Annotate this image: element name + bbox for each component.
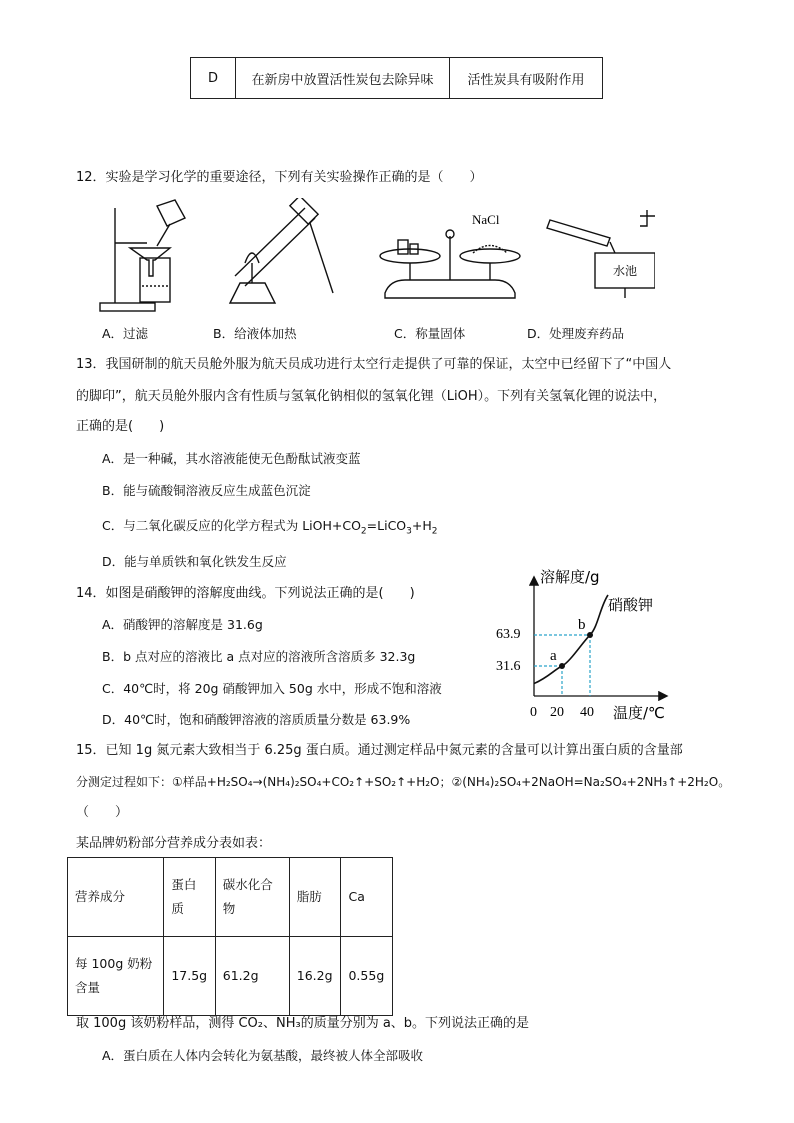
option-14-d: D．40℃时，饱和硝酸钾溶液的溶质质量分数是 63.9% [102, 712, 411, 727]
y-tick-31-6: 31.6 [496, 659, 521, 674]
table-cell: 61.2g [215, 937, 289, 1016]
answer-table-fragment [190, 57, 603, 99]
series-label: 硝酸钾 [608, 596, 654, 614]
table-intro: 某品牌奶粉部分营养成分表如表： [76, 836, 272, 851]
balance-illustration [380, 230, 520, 298]
x-tick-40: 40 [580, 705, 594, 720]
question-15-line-1: 15．已知 1g 氮元素大致相当于 6.25g 蛋白质。通过测定样品中氮元素的含量可以计算出蛋白质的含量部 [76, 743, 683, 758]
nutrition-table [67, 857, 393, 1016]
option-14-b: B．b 点对应的溶液比 a 点对应的溶液所含溶质多 32.3g [102, 649, 416, 664]
option-15-a: A．蛋白质在人体内会转化为氨基酸，最终被人体全部吸收 [102, 1048, 424, 1063]
question-13-line-1: 13．我国研制的航天员舱外服为航天员成功进行太空行走提供了可靠的保证，太空中已经留下了“中国人 [76, 357, 672, 372]
solubility-curve [534, 595, 608, 684]
table-header-cell: 碳水化合物 [215, 858, 289, 937]
question-13-line-2: 的脚印”，航天员舱外服内含有性质与氢氧化钠相似的氢氧化锂（LiOH）。下列有关氢氧化锂的说法中， [76, 389, 667, 404]
table-cell-example: 在新房中放置活性炭包去除异味 [236, 58, 450, 99]
table-cell-letter: D [191, 58, 236, 99]
option-13-a: A．是一种碱，其水溶液能使无色酚酞试液变蓝 [102, 451, 361, 466]
option-13-b: B．能与硫酸铜溶液反应生成蓝色沉淀 [102, 483, 311, 498]
point-label-a: a [550, 648, 557, 664]
waste-disposal-illustration [547, 210, 655, 298]
table-cell: 0.55g [341, 937, 393, 1016]
table-header-cell: 蛋白质 [164, 858, 215, 937]
data-points [550, 617, 593, 669]
question-12-stem: 12．实验是学习化学的重要途径，下列有关实验操作正确的是（ ） [76, 170, 483, 185]
option-14-a: A．硝酸钾的溶解度是 31.6g [102, 617, 263, 632]
solubility-chart [490, 560, 690, 725]
option-13-d: D．能与单质铁和氧化铁发生反应 [102, 554, 287, 569]
point-label-b: b [578, 617, 586, 633]
table-row [68, 937, 393, 1016]
pool-label: 水池 [613, 264, 638, 278]
table-header-cell: 营养成分 [68, 858, 164, 937]
option-12-d: D．处理废弃药品 [527, 326, 625, 341]
question-15-line-2: 分测定过程如下：①样品+H₂SO₄→(NH₄)₂SO₄+CO₂↑+SO₂↑+H₂O；②(NH₄)₂SO₄+2NaOH=Na₂SO₄+2NH₃↑+2H₂O。 [76, 775, 731, 789]
question-15-after-table: 取 100g 该奶粉样品，测得 CO₂、NH₃的质量分别为 a、b。下列说法正确的是 [76, 1016, 530, 1031]
table-cell: 16.2g [289, 937, 341, 1016]
question-15-line-3: （ ） [76, 805, 129, 820]
filtration-illustration [100, 200, 185, 311]
question-14-stem: 14．如图是硝酸钾的溶解度曲线。下列说法正确的是( ) [76, 586, 415, 601]
x-tick-20: 20 [550, 705, 564, 720]
question-13-line-3: 正确的是( ) [76, 419, 165, 434]
table-header-cell: 脂肪 [289, 858, 341, 937]
option-12-b: B．给液体加热 [213, 326, 297, 341]
x-tick-0: 0 [530, 705, 537, 720]
point-a [559, 663, 565, 669]
option-14-c: C．40℃时，将 20g 硝酸钾加入 50g 水中，形成不饱和溶液 [102, 681, 442, 696]
option-13-c: C．与二氧化碳反应的化学方程式为 $LiOH+CO_2=LiCO_3+H_2$ [102, 518, 438, 537]
y-tick-63-9: 63.9 [496, 627, 521, 642]
x-axis-label: 温度/℃ [613, 704, 665, 722]
nacl-label: NaCl [472, 212, 500, 227]
option-12-a: A．过滤 [102, 326, 149, 341]
table-cell-explanation: 活性炭具有吸附作用 [450, 58, 603, 99]
lab-illustrations [95, 198, 655, 318]
point-b [587, 632, 593, 638]
table-header-cell: Ca [341, 858, 393, 937]
y-axis-label: 溶解度/g [540, 568, 600, 586]
table-cell: 17.5g [164, 937, 215, 1016]
table-cell: 每 100g 奶粉含量 [68, 937, 164, 1016]
liquid-heating-illustration [230, 198, 333, 303]
table-row [68, 858, 393, 937]
option-12-c: C．称量固体 [394, 326, 466, 341]
